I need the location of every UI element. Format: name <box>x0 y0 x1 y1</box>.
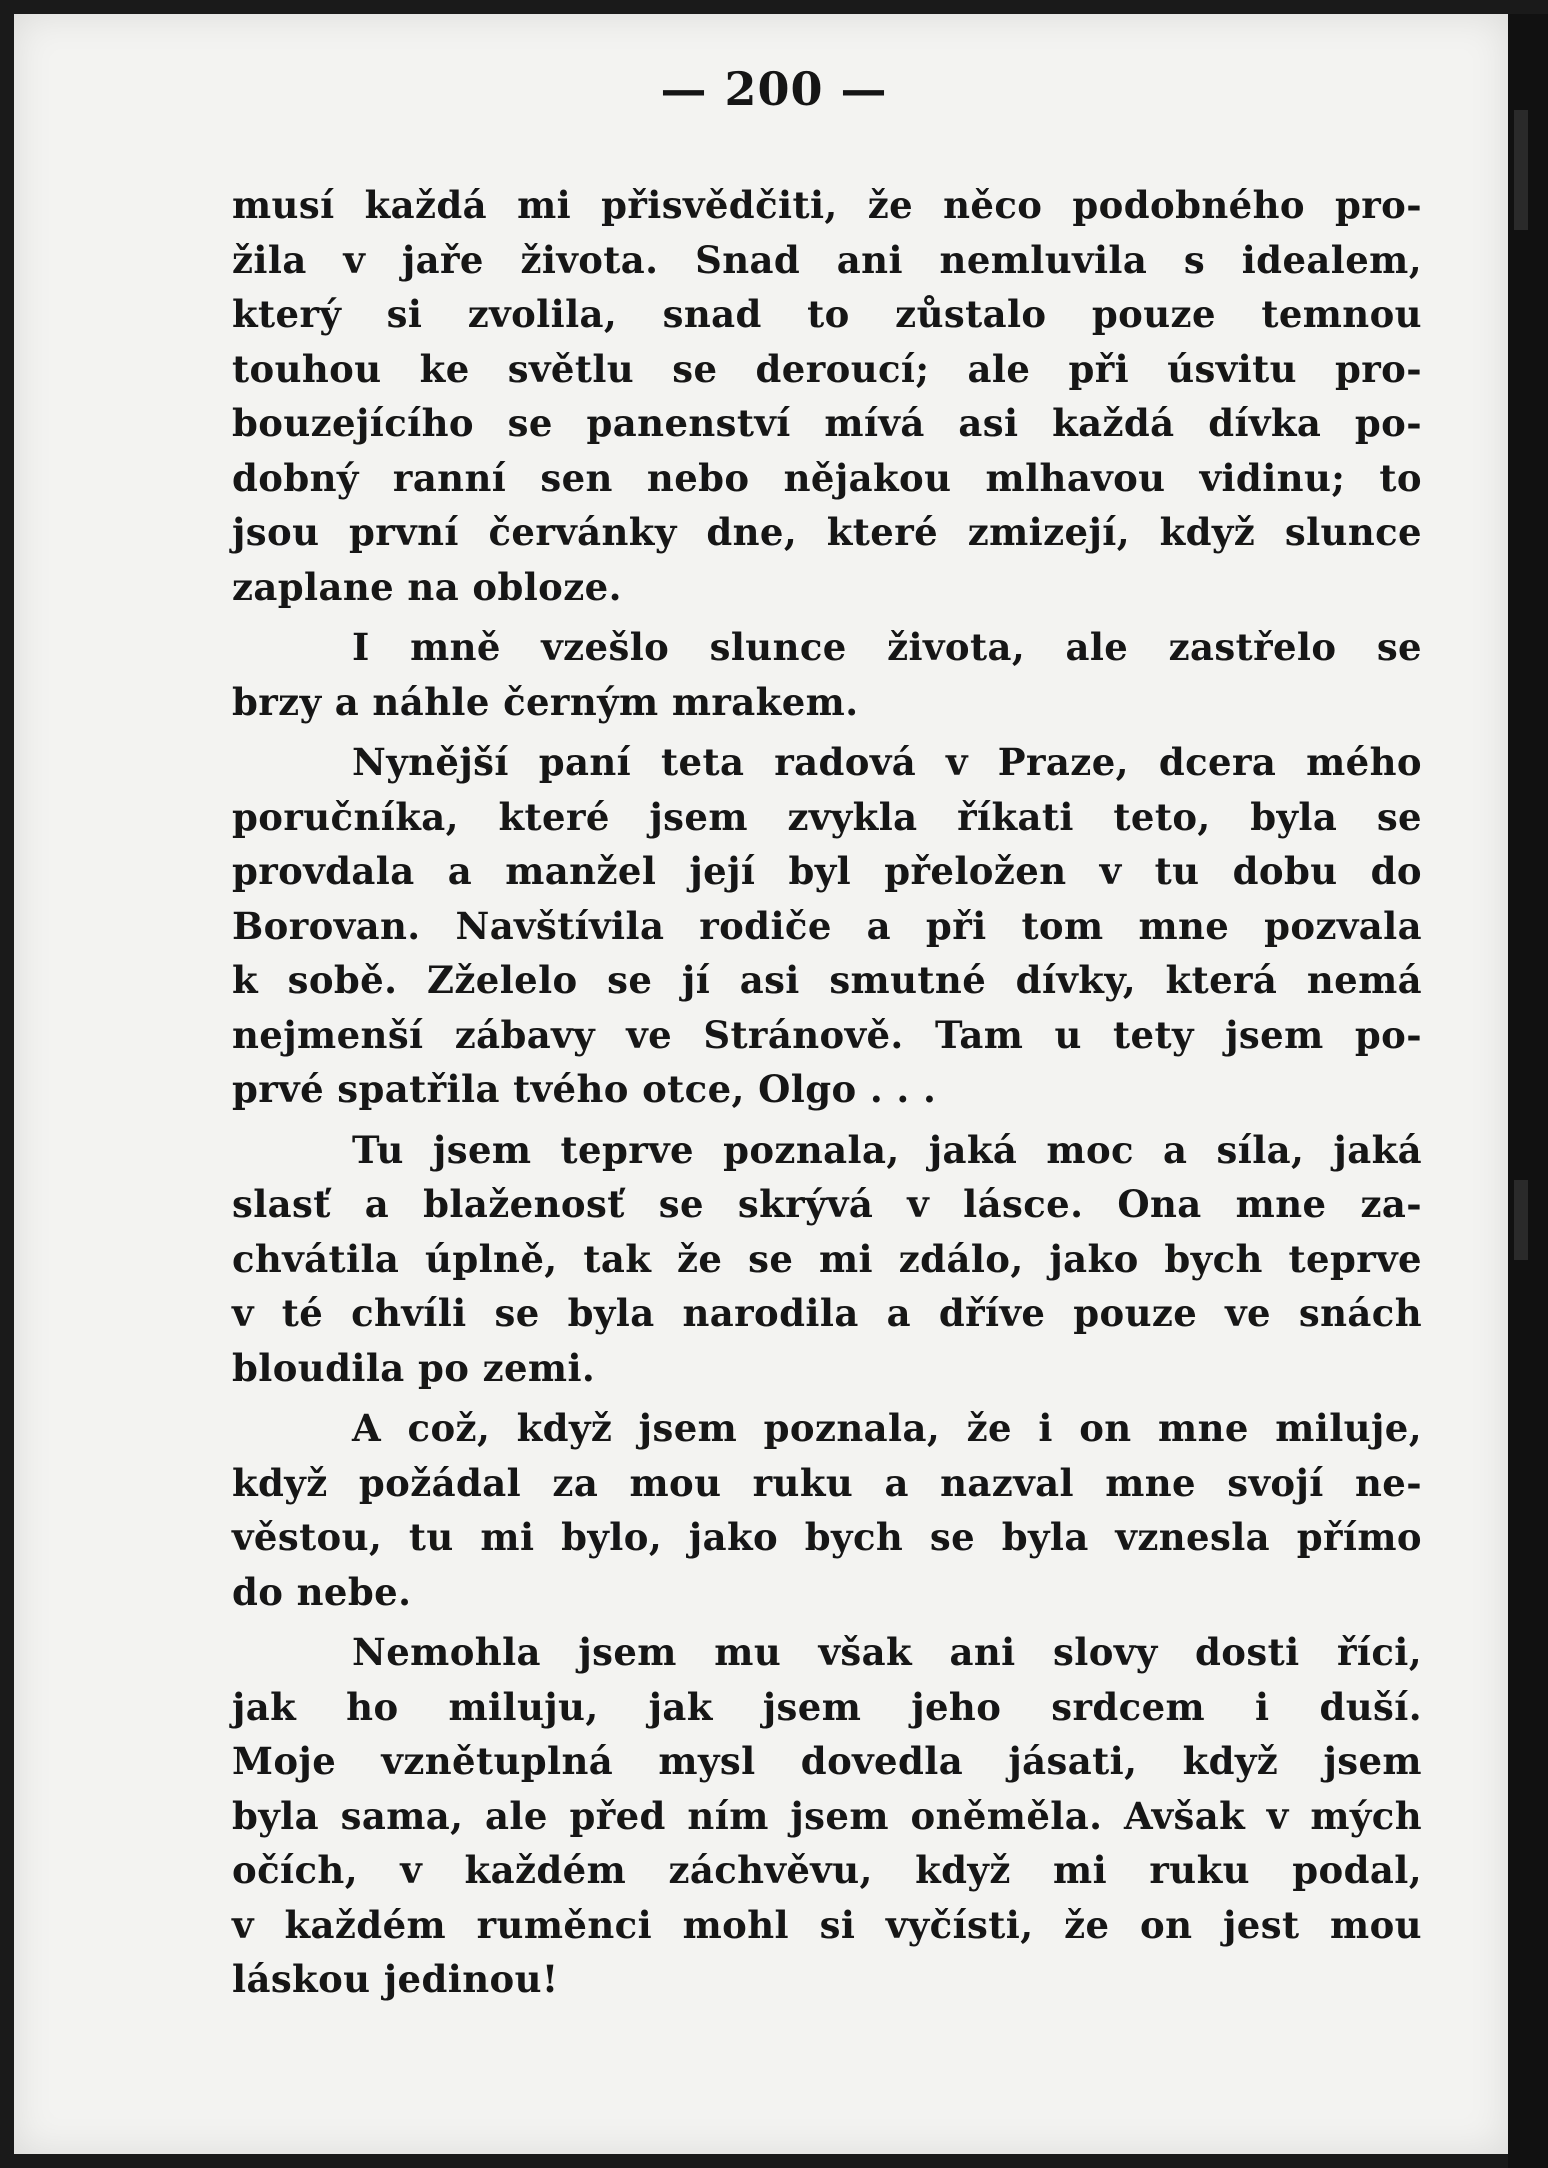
text-line: zaplane na obloze. <box>232 564 622 609</box>
text-line: byla sama, ale před ním jsem oněměla. Avšak v mých <box>232 1793 1422 1838</box>
text-line: touhou ke světlu se deroucí; ale při úsvitu pro- <box>232 346 1422 391</box>
text-line: bloudila po zemi. <box>232 1345 596 1390</box>
text-line: k sobě. Zželelo se jí asi smutné dívky, která nemá <box>232 958 1422 1002</box>
binding-mark <box>1514 110 1528 230</box>
text-line: v každém ruměnci mohl si vyčísti, že on jest mou <box>232 1902 1422 1947</box>
paragraph <box>232 735 1422 1117</box>
text-line: chvátila úplně, tak že se mi zdálo, jako bych teprve <box>232 1236 1422 1281</box>
text-line: věstou, tu mi bylo, jako bych se byla vznesla přímo <box>232 1515 1422 1559</box>
paragraph <box>232 620 1422 729</box>
binding-mark <box>1514 1180 1528 1260</box>
text-line: Tu jsem teprve poznala, jaká moc a síla, jaká <box>352 1127 1422 1172</box>
text-line: do nebe. <box>232 1569 412 1614</box>
text-line: Nemohla jsem mu však ani slovy dosti říci, <box>352 1630 1422 1674</box>
text-line: bouzejícího se panenství mívá asi každá dívka po- <box>232 401 1422 445</box>
paragraph <box>232 178 1422 614</box>
text-line: v té chvíli se byla narodila a dříve pouze ve snách <box>232 1291 1422 1335</box>
text-line: I mně vzešlo slunce života, ale zastřelo se <box>352 625 1422 669</box>
text-line: slasť a blaženosť se skrývá v lásce. Ona mne za- <box>232 1182 1422 1226</box>
text-line: nejmenší zábavy ve Stránově. Tam u tety jsem po- <box>232 1012 1422 1057</box>
paragraph <box>232 1123 1422 1396</box>
text-line: Nynější paní teta radová v Praze, dcera mého <box>352 740 1422 784</box>
text-line: očích, v každém záchvěvu, když mi ruku podal, <box>232 1848 1422 1892</box>
text-line: poručníka, které jsem zvykla říkati teto, byla se <box>232 794 1422 839</box>
text-line: žila v jaře života. Snad ani nemluvila s idealem, <box>232 237 1422 282</box>
text-line: Moje vznětuplná mysl dovedla jásati, když jsem <box>232 1739 1422 1783</box>
paragraph <box>232 1401 1422 1619</box>
text-line: Borovan. Navštívila rodiče a při tom mne pozvala <box>232 903 1422 948</box>
body-text <box>232 178 1422 2007</box>
paragraph <box>232 1625 1422 2007</box>
text-line: provdala a manžel její byl přeložen v tu dobu do <box>232 849 1422 893</box>
text-line: musí každá mi přisvědčiti, že něco podobného pro- <box>232 183 1422 227</box>
text-line: když požádal za mou ruku a nazval mne svojí ne- <box>232 1460 1422 1505</box>
text-line: A což, když jsem poznala, že i on mne miluje, <box>352 1406 1422 1450</box>
text-line: jsou první červánky dne, které zmizejí, když slunce <box>232 510 1422 554</box>
text-line: brzy a náhle černým mrakem. <box>232 679 859 724</box>
text-line: prvé spatřila tvého otce, Olgo . . . <box>232 1067 937 1111</box>
text-line: který si zvolila, snad to zůstalo pouze temnou <box>232 292 1422 336</box>
page-number: — 200 — <box>660 62 888 116</box>
text-line: láskou jedinou! <box>232 1957 559 2001</box>
text-line: jak ho miluju, jak jsem jeho srdcem i duší. <box>232 1684 1422 1729</box>
page-edge-shadow <box>1508 14 1548 2168</box>
text-line: dobný ranní sen nebo nějakou mlhavou vidinu; to <box>232 455 1422 500</box>
